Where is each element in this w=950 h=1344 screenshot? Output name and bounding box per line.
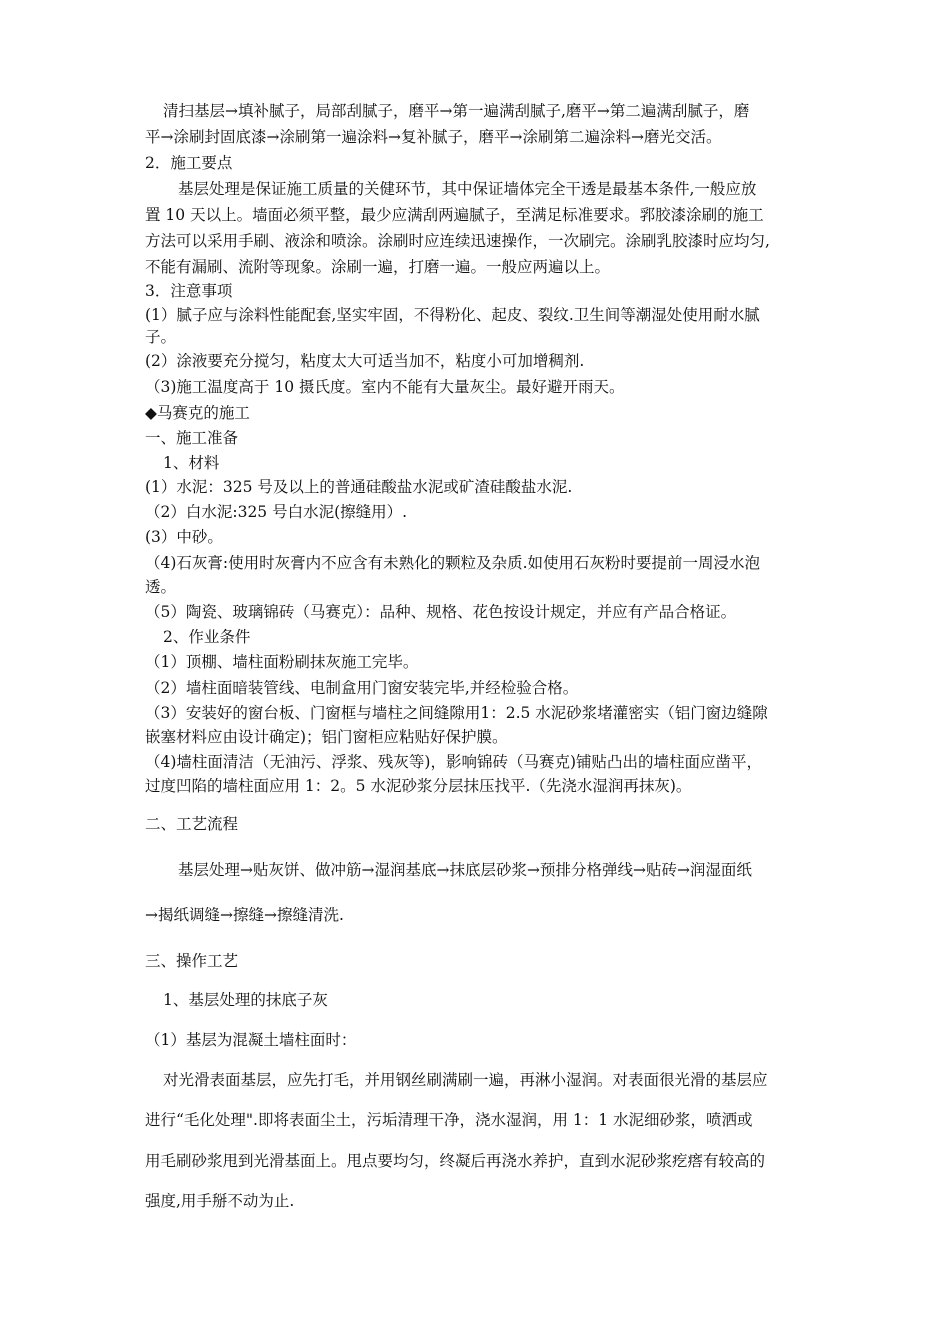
paragraph-line: 进行“毛化处理".即将表面尘土，污垢清理干净，浇水湿润，用 1：1 水泥细砂浆，喷洒或 — [145, 1111, 753, 1129]
list-item: 嵌塞材料应由设计确定)；铝门窗柜应粘贴好保护膜。 — [145, 728, 508, 746]
list-item: （1）顶棚、墙柱面粉刷抹灰施工完毕。 — [145, 653, 419, 671]
flow-line: →揭纸调缝→擦缝→擦缝清洗. — [145, 906, 344, 924]
intro-process-line: 清扫基层→填补腻子，局部刮腻子，磨平→第一遍满刮腻子,磨平→第二遍满刮腻子，磨 — [163, 102, 750, 120]
list-item: 过度凹陷的墙柱面应用 1：2。5 水泥砂浆分层抹压找平.（先浇水湿润再抹灰)。 — [145, 777, 692, 795]
list-item: (2）涂液要充分搅匀，粘度太大可适当加不，粘度小可加增稠剂. — [145, 352, 585, 370]
paragraph-line: 对光滑表面基层，应先打毛，并用钢丝刷满刷一遍，再淋小湿润。对表面很光滑的基层应 — [163, 1071, 768, 1089]
subsection-heading: 1、基层处理的抹底子灰 — [163, 991, 328, 1009]
list-item: （5）陶瓷、玻璃锦砖（马赛克）：品种、规格、花色按设计规定，并应有产品合格证。 — [145, 603, 737, 621]
list-item: （3）安装好的窗台板、门窗框与墙柱之间缝隙用1：2.5 水泥砂浆堵灌密实（铝门窗边缝隙 — [145, 704, 768, 722]
list-item: 透。 — [145, 578, 177, 596]
section-heading: 三、操作工艺 — [145, 952, 239, 970]
paragraph-line: 用毛刷砂浆甩到光滑基面上。甩点要均匀，终凝后再浇水养护，直到水泥砂浆疙瘩有较高的 — [145, 1152, 766, 1170]
subsection-heading: 1、材料 — [163, 454, 220, 472]
list-item: （3)施工温度高于 10 摄氏度。室内不能有大量灰尘。最好避开雨天。 — [145, 378, 625, 396]
list-item: （4)墙柱面清洁（无油污、浮浆、残灰等)，影响锦砖（马赛克)铺贴凸出的墙柱面应凿平， — [145, 753, 763, 771]
section-heading: 3．注意事项 — [145, 282, 233, 300]
list-item: （4)石灰膏:使用时灰膏内不应含有未熟化的颗粒及杂质.如使用石灰粉时要提前一周浸水泡 — [145, 554, 761, 572]
paragraph-line: 置 10 天以上。墙面必须平整，最少应满刮两遍腻子，至满足标准要求。郛胶漆涂刷的施工 — [145, 206, 764, 224]
list-item: (1）腻子应与涂料性能配套,坚实牢固，不得粉化、起皮、裂纹.卫生间等潮湿处使用耐水腻 — [145, 306, 760, 324]
subsection-heading: （1）基层为混凝土墙柱面时： — [145, 1031, 357, 1049]
paragraph-line: 不能有漏刷、流附等现象。涂刷一遍，打磨一遍。一般应两遍以上。 — [145, 258, 611, 276]
paragraph-line: 方法可以采用手刷、液涂和喷涂。涂刷时应连续迅速操作，一次刷完。涂刷乳胶漆时应均匀, — [145, 232, 770, 250]
list-item: (1）水泥：325 号及以上的普通硅酸盐水泥或矿渣硅酸盐水泥. — [145, 478, 573, 496]
list-item: （2）白水泥:325 号白水泥(擦缝用）. — [145, 503, 408, 521]
subsection-heading: 2、作业条件 — [163, 628, 251, 646]
list-item: （2）墙柱面暗装管线、电制盒用门窗安装完毕,并经检验合格。 — [145, 679, 579, 697]
paragraph-line: 强度,用手掰不动为止. — [145, 1192, 295, 1210]
section-heading: 二、工艺流程 — [145, 815, 239, 833]
flow-line: 基层处理→贴灰饼、做冲筋→湿润基底→抹底层砂浆→预排分格弹线→贴砖→润湿面纸 — [178, 861, 752, 879]
mosaic-title: ◆马赛克的施工 — [145, 404, 250, 422]
list-item: (3）中砂。 — [145, 528, 223, 546]
intro-process-line: 平→涂刷封固底漆→涂刷第一遍涂料→复补腻子，磨平→涂刷第二遍涂料→磨光交活。 — [145, 128, 722, 146]
list-item: 子。 — [145, 328, 177, 346]
section-heading: 2．施工要点 — [145, 154, 233, 172]
paragraph-line: 基层处理是保证施工质量的关健环节，其中保证墙体完全干透是最基本条件,一般应放 — [178, 180, 757, 198]
section-heading: 一、施工准备 — [145, 429, 239, 447]
